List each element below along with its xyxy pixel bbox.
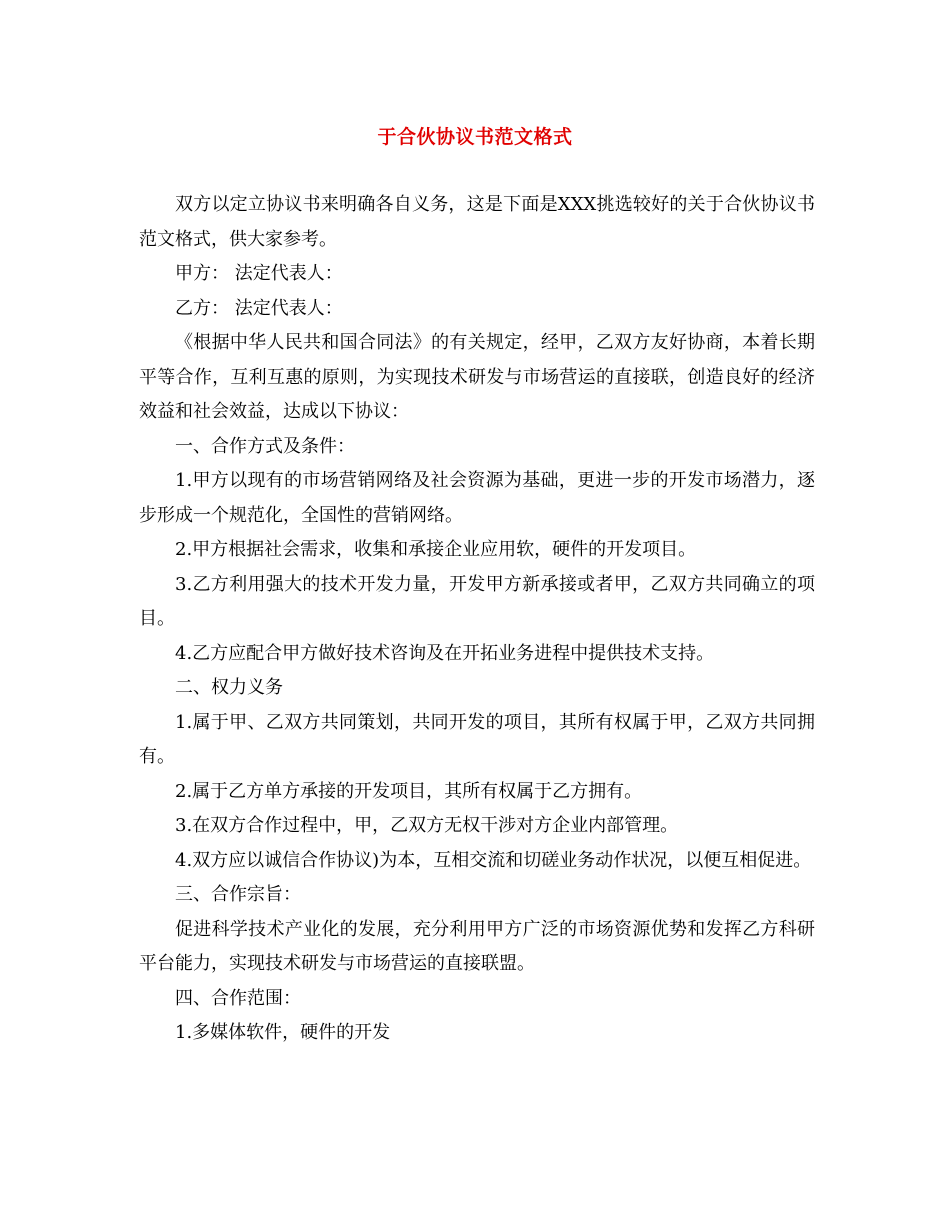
clause-2-4: 4.双方应以诚信合作协议)为本，互相交流和切磋业务动作状况，以便互相促进。 [175,849,812,871]
section-heading-2: 二、权力义务 [175,677,283,698]
paragraph-party-a: 甲方： 法定代表人： [175,263,343,284]
clause-2-1: 1.属于甲、乙双方共同策划，共同开发的项目，其所有权属于甲，乙双方共同拥有。 [139,711,815,767]
clause-1-2: 2.甲方根据社会需求，收集和承接企业应用软，硬件的开发项目。 [175,539,697,560]
section-heading-4: 四、合作范围： [175,987,301,1009]
paragraph-preamble: 《根据中华人民共和国合同法》的有关规定，经甲，乙双方友好协商，本着长期平等合作，互利互惠的原则，为实现技术研发与市场营运的直接联，创造良好的经济效益和社会效益，达成以下协议： [139,332,815,422]
clause-1-3: 3.乙方利用强大的技术开发力量，开发甲方新承接或者甲，乙双方共同确立的项目。 [139,573,815,629]
clause-1-1: 1.甲方以现有的市场营销网络及社会资源为基础，更进一步的开发市场潜力，逐步形成一个规范化，全国性的营销网络。 [139,470,815,526]
paragraph-party-b: 乙方： 法定代表人： [175,297,343,319]
paragraph-intro: 双方以定立协议书来明确各自义务，这是下面是XXX挑选较好的关于合伙协议书范文格式，供大家参考。 [139,194,815,250]
document-title: 于合伙协议书范文格式 [377,126,573,148]
paragraph-purpose: 促进科学技术产业化的发展，充分利用甲方广泛的市场资源优势和发挥乙方科研平台能力，实现技术研发与市场营运的直接联盟。 [139,918,815,974]
clause-2-3: 3.在双方合作过程中，甲，乙双方无权干涉对方企业内部管理。 [175,815,679,836]
document-body [139,188,815,1051]
section-heading-3: 三、合作宗旨： [175,884,301,905]
clause-1-4: 4.乙方应配合甲方做好技术咨询及在开拓业务进程中提供技术支持。 [175,642,715,664]
clause-4-1: 1.多媒体软件，硬件的开发 [175,1022,391,1043]
section-heading-1: 一、合作方式及条件： [175,435,355,457]
clause-2-2: 2.属于乙方单方承接的开发项目，其所有权属于乙方拥有。 [175,780,643,802]
